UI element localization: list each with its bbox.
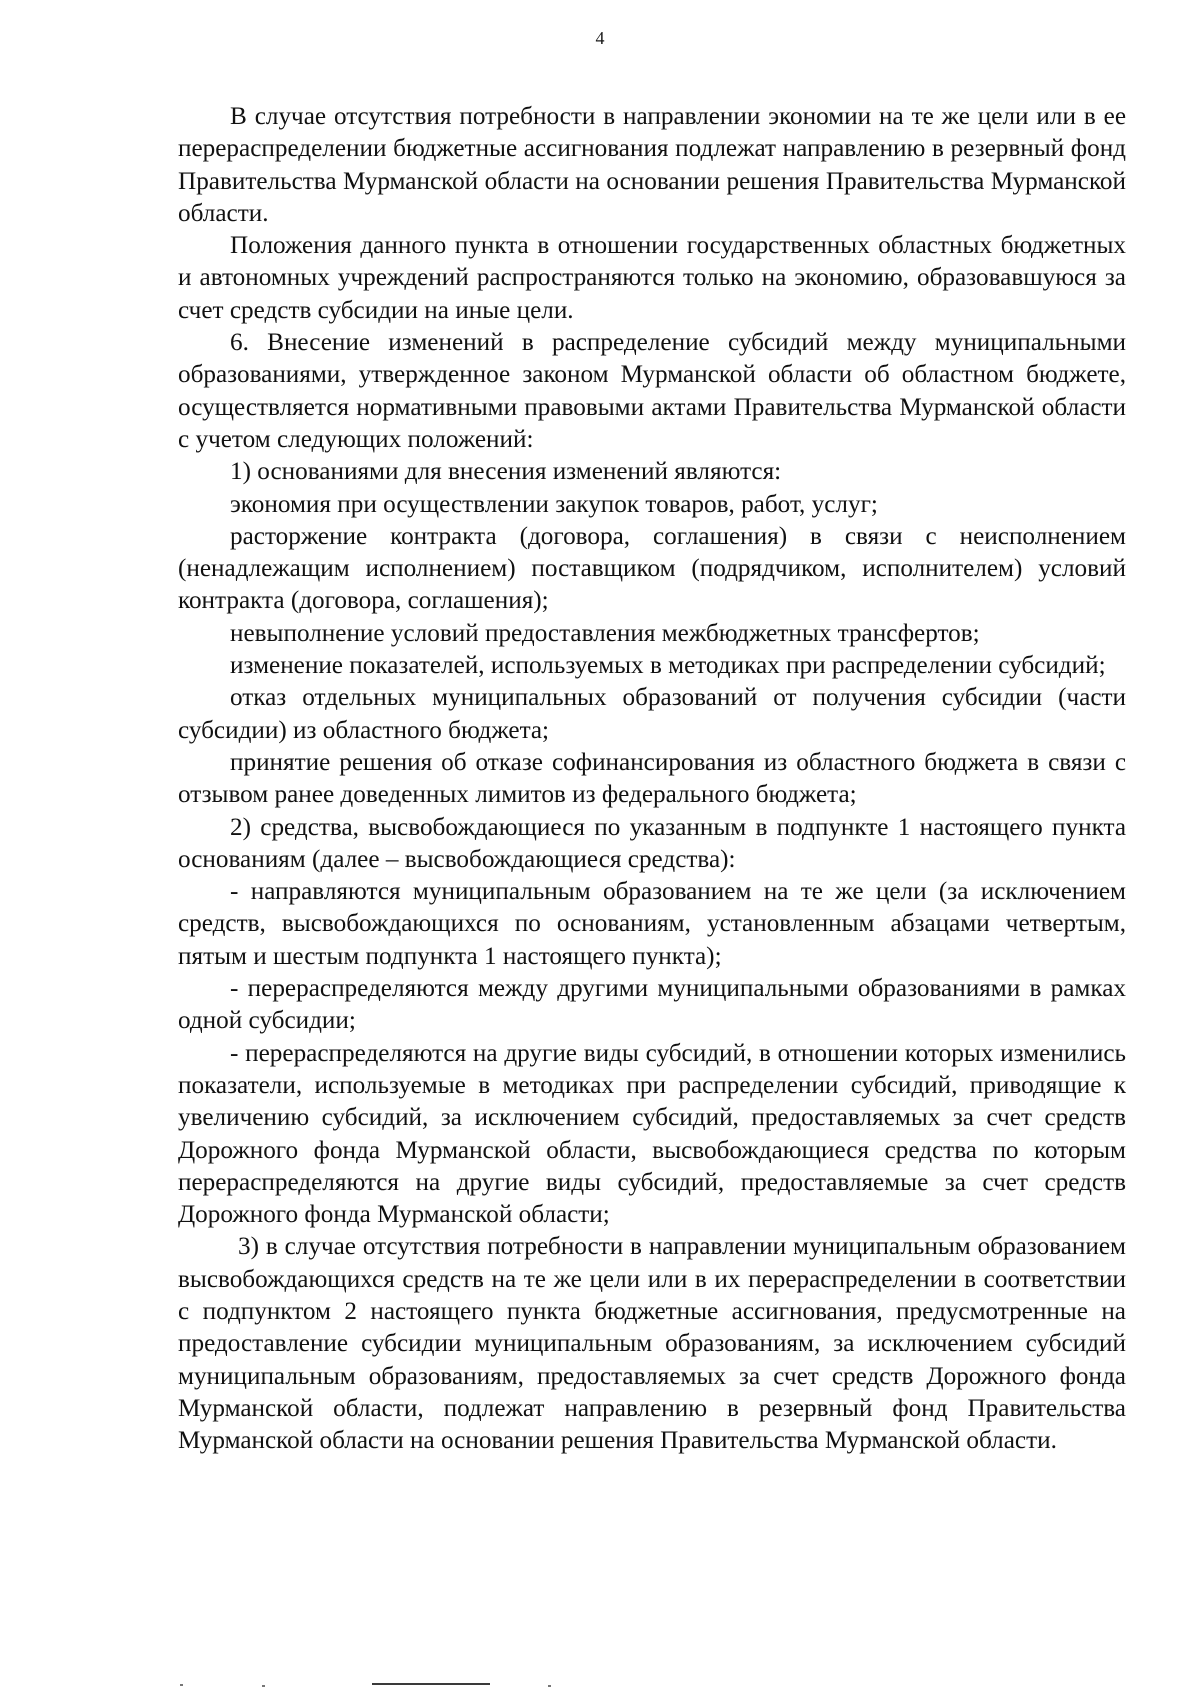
paragraph-basis-contract-termination: расторжение контракта (договора, соглашения) в связи с неисполнением (ненадлежащим исполнением) поставщиком (подрядчиком, исполнителем) условий контракта (договора, соглашения); — [178, 522, 1126, 615]
paragraph-dash-redistribute-municipal: - перераспределяются между другими муниципальными образованиями в рамках одной субсидии; — [178, 975, 1126, 1035]
paragraph-economy-reserve: В случае отсутствия потребности в направлении экономии на те же цели или в ее перераспределении бюджетные ассигнования подлежат направлению в резервный фонд Правительства Мурманской области на основании решения Правительства Мурманской области. — [178, 103, 1126, 227]
paragraph-subitem-3: 3) в случае отсутствия потребности в направлении муниципальным образованием высвобождающихся средств на те же цели или в их перераспределении в соответствии с подпунктом 2 настоящего пункта бюджетные ассигнования, предусмотренные на предоставление субсидии муниципальным образованиям, за исключением субсидий муниципальным образованиям, предоставляемых за счет средств Дорожного фонда Мурманской области, подлежат направлению в резервный фонд Правительства Мурманской области на основании решения Правительства Мурманской области. — [178, 1233, 1126, 1455]
scan-artifacts — [0, 1680, 1200, 1695]
paragraph-item-6: 6. Внесение изменений в распределение субсидий между муниципальными образованиями, утвержденное законом Мурманской области об областном бюджете, осуществляется нормативными правовыми актами Правительства Мурманской области с учетом следующих положений: — [178, 329, 1126, 453]
paragraph-basis-cofinancing-refusal: принятие решения об отказе софинансирования из областного бюджета в связи с отзывом ранее доведенных лимитов из федерального бюджета; — [178, 748, 1126, 809]
paragraph-basis-procurement-savings: экономия при осуществлении закупок товаров, работ, услуг; — [230, 490, 878, 518]
document-body — [178, 101, 1126, 1457]
paragraph-institutions-provisions: Положения данного пункта в отношении государственных областных бюджетных и автономных учреждений распространяются только на экономию, образовавшуюся за счет средств субсидии на иные цели. — [178, 232, 1126, 324]
paragraph-basis-conditions-not-met: невыполнение условий предоставления межбюджетных трансфертов; — [230, 619, 980, 647]
paragraph-basis-refusal: отказ отдельных муниципальных образований от получения субсидии (части субсидии) из областного бюджета; — [178, 684, 1126, 744]
paragraph-dash-redistribute-types: - перераспределяются на другие виды субсидий, в отношении которых изменились показатели, используемые в методиках при распределении субсидий, приводящие к увеличению субсидий, за исключением субсидий, предоставляемых за счет средств Дорожного фонда Мурманской области, высвобождающиеся средства по которым перераспределяются на другие виды субсидий, предоставляемые за счет средств Дорожного фонда Мурманской области; — [178, 1039, 1126, 1229]
paragraph-dash-same-goals: - направляются муниципальным образованием на те же цели (за исключением средств, высвобождающихся по основаниям, установленным абзацами четвертым, пятым и шестым подпункта 1 настоящего пункта); — [178, 878, 1126, 970]
paragraph-subitem-1: 1) основаниями для внесения изменений являются: — [230, 458, 782, 486]
paragraph-basis-indicator-change: изменение показателей, используемых в методиках при распределении субсидий; — [230, 652, 1106, 680]
page-number: 4 — [595, 28, 605, 48]
scan-line — [372, 1683, 490, 1685]
paragraph-subitem-2: 2) средства, высвобождающиеся по указанным в подпункте 1 настоящего пункта основаниям (далее – высвобождающиеся средства): — [178, 813, 1126, 873]
